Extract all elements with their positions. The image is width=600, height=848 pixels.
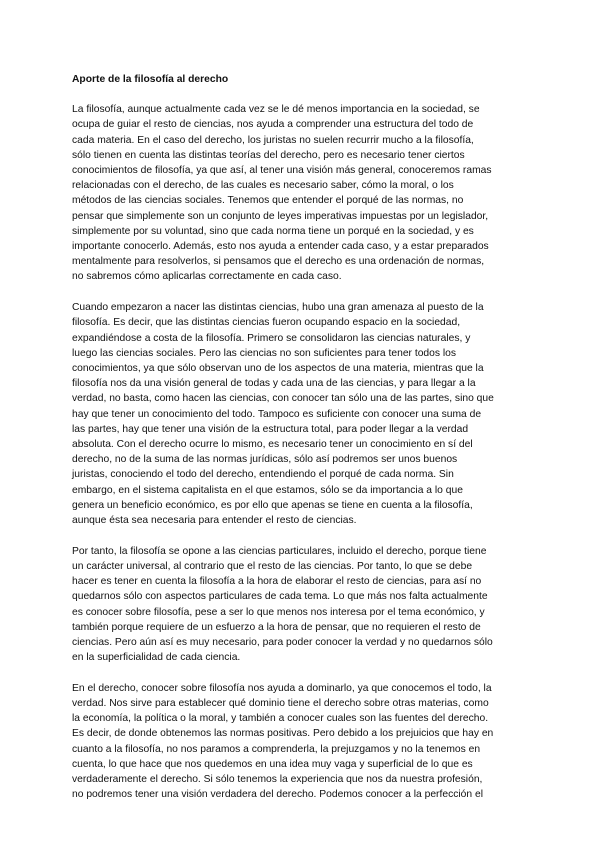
text-line: métodos de las ciencias sociales. Tenemos que entender el porqué de las normas, no — [72, 195, 464, 207]
text-line: Cuando empezaron a nacer las distintas ciencias, hubo una gran amenaza al puesto de la — [72, 302, 484, 314]
text-line: genera un beneficio económico, es por ello que apenas se tiene en cuenta a la filosofía, — [72, 499, 473, 511]
text-line: conocimientos, ya que sólo observan uno de los aspectos de una materia, mientras que la — [72, 362, 484, 374]
text-line: importante conocerlo. Además, esto nos ayuda a entender cada caso, y a estar preparados — [72, 241, 489, 253]
document-title: Aporte de la filosofía al derecho — [72, 74, 229, 85]
text-line: luego las ciencias sociales. Pero las ciencias no son suficientes para tener todos los — [72, 347, 457, 359]
paragraph-1 — [72, 102, 520, 284]
text-line: En el derecho, conocer sobre filosofía nos ayuda a dominarlo, ya que conocemos el todo, la — [72, 682, 492, 694]
text-line: La filosofía, aunque actualmente cada vez se le dé menos importancia en la sociedad, se — [72, 104, 480, 116]
paragraph-4 — [72, 681, 520, 803]
text-line: conocimientos de filosofía, ya que así, al tener una visión más general, conoceremos ramas — [72, 165, 492, 177]
text-line: derecho, no de la suma de las normas jurídicas, sólo así podremos ser unos buenos — [72, 454, 458, 466]
text-line: aunque ésta sea necesaria para entender el resto de ciencias. — [72, 514, 357, 526]
text-line: cuanto a la filosofía, no nos paramos a comprenderla, la prejuzgamos y no la tenemos en — [72, 743, 481, 755]
text-line: absoluta. Con el derecho ocurre lo mismo, es necesario tener un conocimiento en sí del — [72, 438, 473, 450]
text-line: juristas, conociendo el todo del derecho, entendiendo el porqué de cada norma. Sin — [72, 469, 454, 481]
text-line: hay que tener un conocimiento del todo. Tampoco es suficiente con conocer una suma de — [72, 408, 482, 420]
text-line: pensar que simplemente son un conjunto de leyes imperativas impuestas por un legislador, — [72, 210, 489, 222]
text-line: relacionadas con el derecho, de las cuales es necesario saber, cómo la moral, o los — [72, 180, 454, 192]
text-line: simplemente por su voluntad, sino que cada norma tiene un porqué en la sociedad, y es — [72, 225, 474, 237]
text-line: ocupa de guiar el resto de ciencias, nos ayuda a comprender una estructura del todo de — [72, 119, 474, 131]
document-body — [72, 72, 520, 818]
text-line: en la superficialidad de cada ciencia. — [72, 652, 241, 664]
text-line: hacer es tener en cuenta la filosofía a la hora de elaborar el resto de ciencias, para así no — [72, 576, 482, 588]
paragraph-2 — [72, 300, 520, 528]
text-line: verdad. Nos sirve para establecer qué dominio tiene el derecho sobre otras materias, como — [72, 698, 489, 710]
text-line: no sabremos cómo aplicarlas correctamente en cada caso. — [72, 271, 342, 283]
text-line: cada materia. En el caso del derecho, los juristas no suelen recurrir mucho a la filosofía, — [72, 134, 474, 146]
text-line: filosofía nos da una visión general de todas y cada una de las ciencias, y para llegar a la — [72, 378, 476, 390]
text-line: expandiéndose a costa de la filosofía. Primero se consolidaron las ciencias naturales, y — [72, 332, 471, 344]
text-line: verdaderamente el derecho. Si sólo tenemos la experiencia que nos da nuestra profesión, — [72, 774, 483, 786]
text-line: mentalmente para resolverlos, si pensamos que el derecho es una ordenación de normas, — [72, 256, 485, 268]
paragraph-container — [72, 102, 520, 802]
text-line: es conocer sobre filosofía, pese a ser lo que menos nos interesa por el tema económico, y — [72, 606, 485, 618]
text-line: un carácter universal, al contrario que el resto de las ciencias. Por tanto, lo que se debe — [72, 560, 473, 572]
text-line: la economía, la política o la moral, y también a conocer cuales son las fuentes del derecho. — [72, 713, 489, 725]
text-line: verdad, no basta, como hacen las ciencias, con conocer tan sólo una de las partes, sino que — [72, 393, 494, 405]
text-line: las partes, hay que tener una visión de la estructura total, para poder llegar a la verdad — [72, 423, 469, 435]
text-line: cuenta, lo que hace que nos quedemos en una idea muy vaga y superficial de lo que es — [72, 758, 473, 770]
text-line: ciencias. Pero aún así es muy necesario, para poder conocer la verdad y no quedarnos sólo — [72, 636, 493, 648]
text-line: filosofía. Es decir, que las distintas ciencias fueron ocupando espacio en la sociedad, — [72, 317, 461, 329]
paragraph-3 — [72, 544, 520, 666]
text-line: sólo tienen en cuenta las distintas teorías del derecho, pero es necesario tener ciertos — [72, 149, 465, 161]
text-line: quedarnos sólo con aspectos particulares de cada tema. Lo que más nos falta actualmente — [72, 591, 488, 603]
text-line: Es decir, de donde obtenemos las normas positivas. Pero debido a los prejuicios que hay en — [72, 728, 494, 740]
text-line: no podremos tener una visión verdadera del derecho. Podemos conocer a la perfección el — [72, 789, 483, 801]
text-line: Por tanto, la filosofía se opone a las ciencias particulares, incluido el derecho, porque tiene — [72, 545, 487, 557]
text-line: también porque requiere de un esfuerzo a la hora de pensar, que no requieren el resto de — [72, 621, 481, 633]
text-line: embargo, en el sistema capitalista en el que estamos, sólo se da importancia a lo que — [72, 484, 463, 496]
